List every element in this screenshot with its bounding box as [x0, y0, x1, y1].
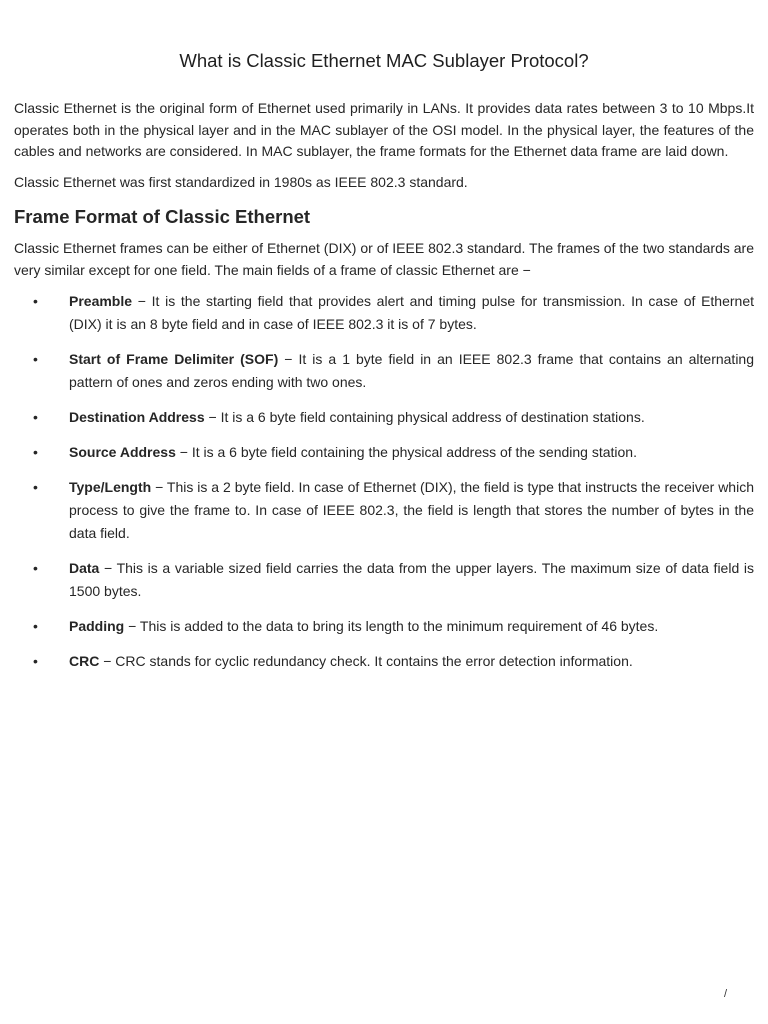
field-term: Preamble	[69, 293, 133, 309]
list-item	[14, 557, 754, 603]
field-term: Destination Address	[69, 409, 205, 425]
list-item	[14, 441, 754, 464]
field-description: − This is a 2 byte field. In case of Ethernet (DIX), the field is type that instructs the receiver which process to give the frame to. In case of IEEE 802.3, the field is length that stores the number of bytes in the data field.	[69, 479, 754, 541]
intro-paragraph: Classic Ethernet was first standardized in 1980s as IEEE 802.3 standard.	[14, 173, 468, 190]
bullet-icon: •	[33, 444, 38, 460]
bullet-icon: •	[33, 409, 38, 425]
field-description: − It is the starting field that provides alert and timing pulse for transmission. In case of Ethernet (DIX) it is an 8 byte field and in case of IEEE 802.3 it is of 7 bytes.	[69, 293, 754, 332]
field-term: Start of Frame Delimiter (SOF)	[69, 351, 279, 367]
field-term: Source Address	[69, 444, 176, 460]
list-item	[14, 615, 754, 638]
list-item	[14, 650, 754, 673]
list-item	[14, 348, 754, 394]
page-marker: /	[724, 988, 728, 1000]
field-description: − It is a 6 byte field containing the physical address of the sending station.	[175, 444, 637, 460]
bullet-icon: •	[33, 560, 38, 576]
section-heading: Frame Format of Classic Ethernet	[14, 206, 311, 227]
field-description: − It is a 6 byte field containing physical address of destination stations.	[204, 409, 645, 425]
field-term: CRC	[69, 653, 100, 669]
bullet-icon: •	[33, 351, 38, 367]
field-description: − This is added to the data to bring its length to the minimum requirement of 46 bytes.	[124, 618, 659, 634]
intro-paragraph: Classic Ethernet is the original form of Ethernet used primarily in LANs. It provides data rates between 3 to 10 Mbps.It operates both in the physical layer and in the MAC sublayer of the OSI model. In the physical layer, the features of the cables and networks are considered. In MAC sublayer, the frame formats for the Ethernet data frame are laid down.	[14, 100, 754, 159]
field-description: − CRC stands for cyclic redundancy check. It contains the error detection information.	[99, 653, 633, 669]
field-description: − It is a 1 byte field in an IEEE 802.3 frame that contains an alternating pattern of ones and zeros ending with two ones.	[69, 351, 755, 390]
field-term: Type/Length	[69, 479, 152, 495]
bullet-icon: •	[33, 653, 38, 669]
bullet-icon: •	[33, 293, 38, 309]
bullet-icon: •	[33, 479, 38, 495]
page-title: What is Classic Ethernet MAC Sublayer Protocol?	[179, 50, 589, 71]
list-item	[14, 476, 754, 545]
document-body	[14, 98, 754, 685]
field-term: Data	[69, 560, 100, 576]
frame-field-list	[14, 290, 754, 673]
section-paragraph: Classic Ethernet frames can be either of Ethernet (DIX) or of IEEE 802.3 standard. The frames of the two standards are very similar except for one field. The main fields of a frame of classic Ethernet are −	[14, 240, 754, 278]
list-item	[14, 290, 754, 336]
bullet-icon: •	[33, 618, 38, 634]
list-item	[14, 406, 754, 429]
field-term: Padding	[69, 618, 125, 634]
field-description: − This is a variable sized field carries the data from the upper layers. The maximum size of data field is 1500 bytes.	[69, 560, 754, 599]
